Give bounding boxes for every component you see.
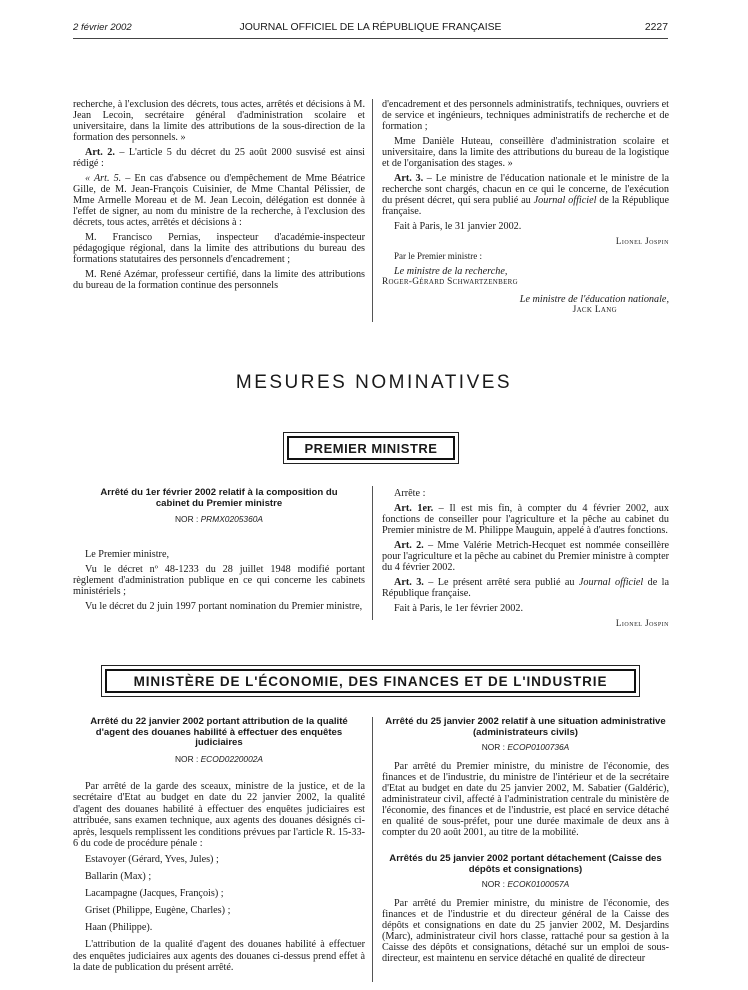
- nor-reference: NOR : ECOK0100057A: [481, 879, 570, 889]
- page-number: 2227: [644, 22, 668, 33]
- article-3: Art. 3. – Le ministre de l'éducation nationale et le ministre de la recherche sont chargés, chacun en ce qui le concerne, de l'exécution du présent décret, qui sera publié au Journal officiel de la République française.: [382, 173, 670, 217]
- paragraph: recherche, à l'exclusion des décrets, tous actes, arrêtés et décisions à M. Jean Lecoin, secrétaire général d'administration scolaire et universitaire, dans la limite des attributions de la sous-direction de la formation des personnels. »: [73, 99, 365, 143]
- eco-right-column: [382, 717, 669, 968]
- minister-title: Le ministre de la recherche,: [394, 266, 508, 277]
- paragraph: Mme Danièle Huteau, conseillère d'administration scolaire et universitaire, dans la limite des attributions du bureau de la logistique et de l'organisation des stages. »: [382, 136, 669, 169]
- paragraph: Par arrêté du Premier ministre, du ministre de l'économie, des finances et de l'industrie, du ministre de l'intérieur et de la secrétaire d'Etat au budget en date du 25 janvier 2002, M. Sabatier (Galdéric), administrateur civil, affecté à l'administration centrale du ministère de l'économie, des finances et de l'industrie, est placé en service détaché en qualité de sous-préfet, pour une durée maximale de deux ans à compter du 20 août 2001, au titre de la mobilité.: [382, 761, 669, 838]
- paragraph: d'encadrement et des personnels administratifs, techniques, ouvriers et de service et ingénieurs, techniques administratifs de recherche et de formation ;: [382, 99, 669, 132]
- decree-title: Arrêtés du 25 janvier 2002 portant détachement (Caisse des dépôts et consignations): [389, 853, 662, 875]
- journal-title: JOURNAL OFFICIEL DE LA RÉPUBLIQUE FRANÇAISE: [239, 22, 502, 33]
- signature: Jack Lang: [572, 305, 617, 315]
- agents-list: [73, 854, 365, 933]
- decree-title: Arrêté du 1er février 2002 relatif à la composition du cabinet du Premier ministre: [100, 487, 338, 509]
- column-divider: [372, 486, 373, 620]
- article-2: Art. 2. – Mme Valérie Metrich-Hecquet est nommée conseillère pour l'agriculture et la pêche au cabinet du Premier ministre à compter du 4 février 2002.: [382, 540, 669, 573]
- minister-title: Le ministre de l'éducation nationale,: [519, 294, 669, 305]
- paragraph: Par arrêté du Premier ministre, du ministre de l'économie, des finances et de l'industrie et du directeur général de la Caisse des dépôts et consignations en date du 25 janvier 2002, M. Desjardins (Marc), administrateur civil hors classe, rattaché pour sa gestion à la Caisse des dépôts et consignations, détaché sur un emploi de sous-directeur, est maintenu en service détaché en qualité de directeur: [382, 898, 669, 964]
- decree-title: Arrêté du 25 janvier 2002 relatif à une situation administrative (administrateurs civils): [385, 716, 666, 738]
- nor-reference: NOR : ECOD0220002A: [175, 753, 263, 764]
- paragraph: Vu le décret du 2 juin 1997 portant nomination du Premier ministre,: [85, 601, 363, 612]
- nor-reference: NOR : ECOP0100736A: [481, 742, 570, 752]
- paragraph: L'attribution de la qualité d'agent des douanes habilité à effectuer des enquêtes judiciaires aux agents des douanes ci-dessus prend effet à la date de publication du présent arrêté.: [73, 939, 365, 974]
- fait-date: Fait à Paris, le 31 janvier 2002.: [394, 221, 522, 232]
- eco-left-column: [73, 717, 365, 978]
- paragraph: M. René Azémar, professeur certifié, dans la limite des attributions du bureau de la formation continue des personnels: [73, 269, 365, 291]
- article-2: Art. 2. – L'article 5 du décret du 25 août 2000 susvisé est ainsi rédigé :: [73, 147, 365, 169]
- ministry-name: MINISTÈRE DE L'ÉCONOMIE, DES FINANCES ET DE L'INDUSTRIE: [105, 669, 636, 693]
- signature: Lionel Jospin: [615, 618, 669, 628]
- par-le-premier-ministre: Par le Premier ministre :: [394, 251, 482, 261]
- paragraph: Le Premier ministre,: [85, 549, 170, 560]
- column-divider: [372, 717, 373, 982]
- pm-right-column: [382, 488, 669, 633]
- arrete-label: Arrête :: [394, 488, 426, 499]
- header-date: 2 février 2002: [73, 22, 132, 33]
- column-divider: [372, 99, 373, 322]
- decree-title: Arrêté du 22 janvier 2002 portant attribution de la qualité d'agent des douanes habilité à effectuer des enquêtes judiciaires: [90, 716, 348, 748]
- agent-name: Ballarin (Max) ;: [85, 871, 152, 883]
- nor-reference: NOR : PRMX0205360A: [175, 514, 263, 524]
- article-3: Art. 3. – Le présent arrêté sera publié au Journal officiel de la République française.: [382, 577, 670, 599]
- ministry-name: PREMIER MINISTRE: [287, 436, 455, 460]
- agent-name: Estavoyer (Gérard, Yves, Jules) ;: [85, 854, 219, 866]
- section-heading: MESURES NOMINATIVES: [235, 372, 513, 393]
- page-header: [73, 22, 668, 38]
- article-1: Art. 1er. – Il est mis fin, à compter du 4 février 2002, aux fonctions de conseiller pour l'agriculture et la pêche au cabinet du Premier ministre de M. Philippe Mauguin, appelé à d'autres fonctions.: [382, 503, 669, 536]
- agent-name: Lacampagne (Jacques, François) ;: [85, 888, 224, 900]
- fait-date: Fait à Paris, le 1er février 2002.: [394, 603, 524, 614]
- agent-name: Griset (Philippe, Eugène, Charles) ;: [85, 905, 231, 917]
- pm-left-column: [73, 488, 365, 616]
- ministry-box: [101, 665, 640, 697]
- signature: Lionel Jospin: [615, 236, 669, 246]
- paragraph: Vu le décret nº 48-1233 du 28 juillet 1948 modifié portant règlement d'administration publique en ce qui concerne les cabinets ministériels ;: [73, 564, 365, 597]
- header-rule: [73, 38, 668, 39]
- article-5: « Art. 5. – En cas d'absence ou d'empêchement de Mme Béatrice Gille, de M. Jean-François Cuisinier, de Mme Chantal Pélissier, de Mme Armelle Moreau et de M. Jean Lecoin, délégation est donnée à l'effet de signer, au nom du ministre de la recherche, à l'exclusion des décrets, tous actes, arrêtés et décisions à :: [73, 173, 365, 228]
- agent-name: Haan (Philippe).: [85, 922, 153, 934]
- paragraph: Par arrêté de la garde des sceaux, ministre de la justice, et de la secrétaire d'Etat au budget en date du 22 janvier 2002, la qualité d'agent des douanes habilité à effectuer des enquêtes judiciaires est attribuée, sans examen technique, aux agents des douanes désignés ci-après, lesquels remplissent les conditions prévues par l'article R. 15-33-6 du code de procédure pénale :: [73, 780, 365, 850]
- top-left-column: [73, 99, 365, 295]
- ministry-box: [283, 432, 459, 464]
- top-right-column: [382, 99, 669, 320]
- paragraph: M. Francisco Pernias, inspecteur d'académie-inspecteur pédagogique régional, dans la limite des attributions du bureau des formations statutaires des personnels d'encadrement ;: [73, 232, 365, 265]
- signature: Roger-Gérard Schwartzenberg: [382, 277, 518, 287]
